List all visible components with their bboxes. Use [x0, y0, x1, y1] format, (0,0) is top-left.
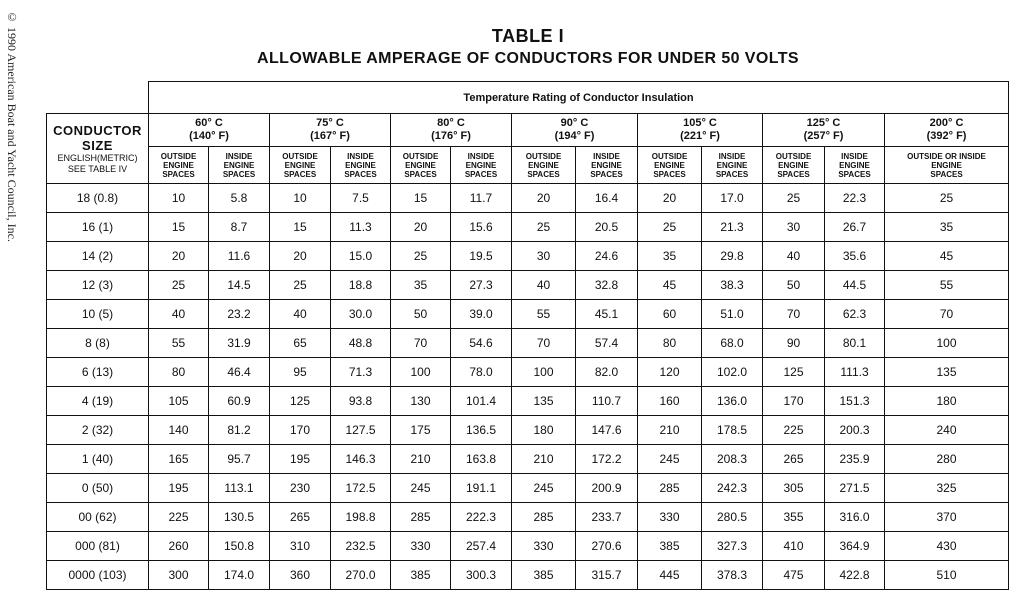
- amperage-cell: 127.5: [331, 416, 391, 445]
- amperage-cell: 174.0: [209, 561, 270, 590]
- temp-fahrenheit: (176° F): [431, 130, 471, 142]
- amperage-cell: 265: [270, 503, 331, 532]
- amperage-cell: 55: [149, 329, 209, 358]
- amperage-cell: 5.8: [209, 184, 270, 213]
- amperage-cell: 20: [512, 184, 576, 213]
- table-row: [47, 213, 1009, 242]
- table-subtitle: ALLOWABLE AMPERAGE OF CONDUCTORS FOR UNDER 50 VOLTS: [257, 50, 799, 67]
- amperage-cell: 327.3: [702, 532, 763, 561]
- amperage-cell: 11.3: [331, 213, 391, 242]
- amperage-cell: 40: [512, 271, 576, 300]
- amperage-cell: 191.1: [451, 474, 512, 503]
- amperage-cell: 355: [763, 503, 825, 532]
- amperage-cell: 200.9: [576, 474, 638, 503]
- sub-header-line: INSIDE: [841, 151, 868, 161]
- amperage-cell: 20: [638, 184, 702, 213]
- conductor-size-cell: 000 (81): [47, 532, 149, 561]
- amperage-cell: 30: [763, 213, 825, 242]
- inside-engine-spaces-header: [451, 147, 512, 184]
- sub-header-line: SPACES: [777, 169, 810, 179]
- amperage-cell: 370: [885, 503, 1009, 532]
- amperage-cell: 475: [763, 561, 825, 590]
- table-row: [47, 416, 1009, 445]
- sub-header-line: ENGINE: [223, 160, 255, 170]
- amperage-cell: 120: [638, 358, 702, 387]
- amperage-cell: 55: [885, 271, 1009, 300]
- amperage-table: [46, 81, 1009, 590]
- sub-header-line: OUTSIDE: [160, 151, 197, 161]
- amperage-cell: 180: [512, 416, 576, 445]
- amperage-cell: 242.3: [702, 474, 763, 503]
- sub-header-line: ENGINE: [591, 160, 622, 170]
- conductor-size-cell: 0 (50): [47, 474, 149, 503]
- conductor-size-cell: 0000 (103): [47, 561, 149, 590]
- amperage-cell: 15.6: [451, 213, 512, 242]
- sub-header-line: SPACES: [930, 169, 963, 179]
- blank-corner: [47, 82, 149, 114]
- amperage-cell: 15: [391, 184, 451, 213]
- conductor-size-cell: 00 (62): [47, 503, 149, 532]
- amperage-cell: 330: [512, 532, 576, 561]
- temp-fahrenheit: (257° F): [803, 130, 844, 142]
- sub-header-line: SPACES: [715, 169, 749, 179]
- temp-celsius: 105° C: [683, 117, 717, 129]
- amperage-cell: 45: [638, 271, 702, 300]
- amperage-cell: 30: [512, 242, 576, 271]
- sub-header-line: ENGINE: [405, 160, 436, 170]
- amperage-cell: 8.7: [209, 213, 270, 242]
- amperage-cell: 300: [149, 561, 209, 590]
- amperage-cell: 100: [391, 358, 451, 387]
- amperage-cell: 19.5: [451, 242, 512, 271]
- conductor-size-cell: 14 (2): [47, 242, 149, 271]
- amperage-cell: 46.4: [209, 358, 270, 387]
- amperage-cell: 172.5: [331, 474, 391, 503]
- amperage-cell: 225: [149, 503, 209, 532]
- amperage-cell: 10: [149, 184, 209, 213]
- amperage-cell: 11.6: [209, 242, 270, 271]
- temp-celsius: 80° C: [437, 117, 465, 129]
- amperage-cell: 100: [512, 358, 576, 387]
- amperage-cell: 35: [638, 242, 702, 271]
- amperage-cell: 82.0: [576, 358, 638, 387]
- amperage-cell: 20: [270, 242, 331, 271]
- amperage-cell: 44.5: [825, 271, 885, 300]
- conductor-size-cell: 4 (19): [47, 387, 149, 416]
- amperage-cell: 135: [885, 358, 1009, 387]
- amperage-cell: 130: [391, 387, 451, 416]
- amperage-cell: 270.0: [331, 561, 391, 590]
- amperage-cell: 39.0: [451, 300, 512, 329]
- sub-header-line: ENGINE: [465, 160, 497, 170]
- amperage-cell: 270.6: [576, 532, 638, 561]
- amperage-cell: 300.3: [451, 561, 512, 590]
- amperage-cell: 93.8: [331, 387, 391, 416]
- amperage-cell: 360: [270, 561, 331, 590]
- sub-header-line: ENGINE: [839, 160, 870, 170]
- conductor-size-cell: 2 (32): [47, 416, 149, 445]
- amperage-cell: 7.5: [331, 184, 391, 213]
- amperage-cell: 232.5: [331, 532, 391, 561]
- sub-header-line: INSIDE: [225, 151, 253, 161]
- amperage-cell: 385: [512, 561, 576, 590]
- amperage-cell: 160: [638, 387, 702, 416]
- temp-fahrenheit: (167° F): [310, 130, 350, 142]
- amperage-cell: 422.8: [825, 561, 885, 590]
- size-header-line4: SEE TABLE IV: [67, 163, 128, 174]
- temp-fahrenheit: (194° F): [554, 130, 595, 142]
- amperage-cell: 130.5: [209, 503, 270, 532]
- size-header-line3: ENGLISH(METRIC): [57, 152, 138, 163]
- sub-header-line: OUTSIDE: [775, 151, 812, 161]
- amperage-cell: 170: [270, 416, 331, 445]
- amperage-cell: 65: [270, 329, 331, 358]
- amperage-cell: 210: [638, 416, 702, 445]
- amperage-cell: 70: [763, 300, 825, 329]
- table-row: [47, 358, 1009, 387]
- amperage-cell: 27.3: [451, 271, 512, 300]
- amperage-cell: 285: [512, 503, 576, 532]
- amperage-cell: 25: [638, 213, 702, 242]
- amperage-cell: 101.4: [451, 387, 512, 416]
- amperage-cell: 90: [763, 329, 825, 358]
- outside-engine-spaces-header: [270, 147, 331, 184]
- amperage-cell: 21.3: [702, 213, 763, 242]
- temp-fahrenheit: (140° F): [189, 130, 229, 142]
- conductor-size-cell: 1 (40): [47, 445, 149, 474]
- either-engine-spaces-header: [885, 147, 1009, 184]
- amperage-cell: 51.0: [702, 300, 763, 329]
- amperage-cell: 57.4: [576, 329, 638, 358]
- amperage-cell: 80.1: [825, 329, 885, 358]
- outside-engine-spaces-header: [149, 147, 209, 184]
- amperage-cell: 125: [270, 387, 331, 416]
- amperage-cell: 78.0: [451, 358, 512, 387]
- amperage-cell: 40: [270, 300, 331, 329]
- amperage-cell: 257.4: [451, 532, 512, 561]
- amperage-cell: 170: [763, 387, 825, 416]
- outside-engine-spaces-header: [391, 147, 451, 184]
- sub-header-line: SPACES: [527, 169, 560, 179]
- amperage-cell: 111.3: [825, 358, 885, 387]
- amperage-cell: 71.3: [331, 358, 391, 387]
- amperage-cell: 81.2: [209, 416, 270, 445]
- amperage-cell: 325: [885, 474, 1009, 503]
- amperage-cell: 25: [270, 271, 331, 300]
- table-row: [47, 300, 1009, 329]
- temp-celsius: 125° C: [806, 117, 841, 129]
- amperage-cell: 147.6: [576, 416, 638, 445]
- sub-header-line: SPACES: [404, 169, 437, 179]
- amperage-cell: 54.6: [451, 329, 512, 358]
- amperage-cell: 136.0: [702, 387, 763, 416]
- table-row: [47, 184, 1009, 213]
- temperature-header: [149, 114, 270, 147]
- sub-header-line: SPACES: [590, 169, 623, 179]
- amperage-cell: 280: [885, 445, 1009, 474]
- conductor-size-cell: 8 (8): [47, 329, 149, 358]
- amperage-cell: 198.8: [331, 503, 391, 532]
- sub-header-line: OUTSIDE: [402, 151, 439, 161]
- amperage-cell: 330: [638, 503, 702, 532]
- inside-engine-spaces-header: [331, 147, 391, 184]
- sub-header-line: OUTSIDE: [282, 151, 318, 161]
- amperage-cell: 15: [149, 213, 209, 242]
- table-row: [47, 503, 1009, 532]
- temp-celsius: 75° C: [316, 117, 344, 129]
- sub-header-line: ENGINE: [778, 160, 809, 170]
- table-row: [47, 271, 1009, 300]
- amperage-cell: 22.3: [825, 184, 885, 213]
- amperage-cell: 32.8: [576, 271, 638, 300]
- sub-header-line: INSIDE: [593, 151, 620, 161]
- temp-fahrenheit: (221° F): [680, 130, 720, 142]
- amperage-cell: 310: [270, 532, 331, 561]
- amperage-cell: 45: [885, 242, 1009, 271]
- amperage-cell: 195: [149, 474, 209, 503]
- amperage-cell: 271.5: [825, 474, 885, 503]
- amperage-cell: 510: [885, 561, 1009, 590]
- temperature-header: [763, 114, 885, 147]
- amperage-cell: 235.9: [825, 445, 885, 474]
- amperage-cell: 68.0: [702, 329, 763, 358]
- amperage-cell: 15.0: [331, 242, 391, 271]
- amperage-cell: 17.0: [702, 184, 763, 213]
- sub-header-line: OUTSIDE: [651, 151, 688, 161]
- amperage-cell: 200.3: [825, 416, 885, 445]
- inside-engine-spaces-header: [825, 147, 885, 184]
- amperage-cell: 35.6: [825, 242, 885, 271]
- amperage-cell: 60.9: [209, 387, 270, 416]
- amperage-cell: 38.3: [702, 271, 763, 300]
- amperage-cell: 280.5: [702, 503, 763, 532]
- sub-header-line: SPACES: [222, 169, 256, 179]
- amperage-cell: 55: [512, 300, 576, 329]
- table-row: [47, 561, 1009, 590]
- amperage-cell: 11.7: [451, 184, 512, 213]
- temp-celsius: 200° C: [929, 117, 964, 129]
- amperage-cell: 445: [638, 561, 702, 590]
- conductor-size-cell: 16 (1): [47, 213, 149, 242]
- amperage-cell: 285: [391, 503, 451, 532]
- temperature-header: [885, 114, 1009, 147]
- sub-header-line: ENGINE: [931, 160, 962, 170]
- amperage-cell: 140: [149, 416, 209, 445]
- amperage-cell: 136.5: [451, 416, 512, 445]
- sub-header-line: SPACES: [283, 169, 317, 179]
- amperage-cell: 410: [763, 532, 825, 561]
- amperage-cell: 364.9: [825, 532, 885, 561]
- amperage-cell: 330: [391, 532, 451, 561]
- sub-header-line: OUTSIDE: [525, 151, 562, 161]
- amperage-cell: 260: [149, 532, 209, 561]
- amperage-cell: 385: [391, 561, 451, 590]
- inside-engine-spaces-header: [576, 147, 638, 184]
- amperage-cell: 50: [763, 271, 825, 300]
- temperature-header: [270, 114, 391, 147]
- amperage-cell: 110.7: [576, 387, 638, 416]
- amperage-cell: 70: [512, 329, 576, 358]
- amperage-cell: 50: [391, 300, 451, 329]
- copyright-notice: © 1990 American Boat and Yacht Council, Inc.: [5, 10, 19, 242]
- table-row: [47, 242, 1009, 271]
- sub-header-line: INSIDE: [347, 151, 374, 161]
- amperage-cell: 135: [512, 387, 576, 416]
- amperage-cell: 233.7: [576, 503, 638, 532]
- amperage-cell: 45.1: [576, 300, 638, 329]
- amperage-cell: 378.3: [702, 561, 763, 590]
- conductor-size-cell: 12 (3): [47, 271, 149, 300]
- size-header-line1: CONDUCTOR: [53, 122, 142, 138]
- amperage-cell: 230: [270, 474, 331, 503]
- table-row: [47, 474, 1009, 503]
- amperage-cell: 100: [885, 329, 1009, 358]
- table-row: [47, 329, 1009, 358]
- amperage-cell: 240: [885, 416, 1009, 445]
- sub-header-line: SPACES: [653, 169, 686, 179]
- amperage-cell: 48.8: [331, 329, 391, 358]
- temperature-header: [638, 114, 763, 147]
- temp-celsius: 60° C: [195, 117, 223, 129]
- amperage-cell: 60: [638, 300, 702, 329]
- sub-header-line: ENGINE: [163, 160, 194, 170]
- amperage-cell: 16.4: [576, 184, 638, 213]
- amperage-cell: 245: [391, 474, 451, 503]
- sub-header-line: SPACES: [162, 169, 195, 179]
- amperage-cell: 245: [638, 445, 702, 474]
- amperage-cell: 24.6: [576, 242, 638, 271]
- sub-header-line: ENGINE: [528, 160, 559, 170]
- amperage-cell: 146.3: [331, 445, 391, 474]
- temperature-header: [391, 114, 512, 147]
- amperage-cell: 430: [885, 532, 1009, 561]
- amperage-cell: 18.8: [331, 271, 391, 300]
- inside-engine-spaces-header: [209, 147, 270, 184]
- inside-engine-spaces-header: [702, 147, 763, 184]
- amperage-cell: 80: [638, 329, 702, 358]
- sub-header-line: OUTSIDE OR INSIDE: [907, 151, 986, 161]
- amperage-cell: 23.2: [209, 300, 270, 329]
- amperage-cell: 245: [512, 474, 576, 503]
- sub-header-line: ENGINE: [345, 160, 376, 170]
- amperage-cell: 175: [391, 416, 451, 445]
- amperage-cell: 125: [763, 358, 825, 387]
- amperage-cell: 95.7: [209, 445, 270, 474]
- conductor-size-cell: 10 (5): [47, 300, 149, 329]
- temp-celsius: 90° C: [560, 117, 589, 129]
- outside-engine-spaces-header: [763, 147, 825, 184]
- amperage-cell: 165: [149, 445, 209, 474]
- amperage-cell: 305: [763, 474, 825, 503]
- amperage-cell: 285: [638, 474, 702, 503]
- table-row: [47, 532, 1009, 561]
- temp-fahrenheit: (392° F): [926, 130, 967, 142]
- table-row: [47, 387, 1009, 416]
- amperage-cell: 70: [391, 329, 451, 358]
- amperage-cell: 20: [391, 213, 451, 242]
- amperage-cell: 151.3: [825, 387, 885, 416]
- amperage-cell: 113.1: [209, 474, 270, 503]
- sub-header-line: ENGINE: [716, 160, 748, 170]
- amperage-cell: 25: [512, 213, 576, 242]
- amperage-cell: 40: [149, 300, 209, 329]
- amperage-cell: 25: [885, 184, 1009, 213]
- amperage-cell: 62.3: [825, 300, 885, 329]
- amperage-cell: 80: [149, 358, 209, 387]
- temperature-header: [512, 114, 638, 147]
- sub-header-line: SPACES: [464, 169, 498, 179]
- amperage-cell: 105: [149, 387, 209, 416]
- amperage-cell: 315.7: [576, 561, 638, 590]
- amperage-cell: 25: [149, 271, 209, 300]
- amperage-cell: 14.5: [209, 271, 270, 300]
- outside-engine-spaces-header: [638, 147, 702, 184]
- amperage-cell: 385: [638, 532, 702, 561]
- size-header-line2: SIZE: [82, 137, 113, 153]
- amperage-cell: 26.7: [825, 213, 885, 242]
- temperature-rating-header: Temperature Rating of Conductor Insulation: [149, 82, 1009, 114]
- amperage-cell: 210: [512, 445, 576, 474]
- amperage-cell: 31.9: [209, 329, 270, 358]
- sub-header-line: INSIDE: [718, 151, 746, 161]
- amperage-cell: 25: [391, 242, 451, 271]
- table-row: [47, 445, 1009, 474]
- amperage-cell: 29.8: [702, 242, 763, 271]
- amperage-cell: 222.3: [451, 503, 512, 532]
- sub-header-line: SPACES: [344, 169, 377, 179]
- amperage-cell: 70: [885, 300, 1009, 329]
- amperage-cell: 225: [763, 416, 825, 445]
- amperage-cell: 265: [763, 445, 825, 474]
- amperage-cell: 102.0: [702, 358, 763, 387]
- amperage-cell: 178.5: [702, 416, 763, 445]
- table-title: TABLE I: [491, 26, 565, 46]
- amperage-cell: 208.3: [702, 445, 763, 474]
- outside-engine-spaces-header: [512, 147, 576, 184]
- amperage-cell: 10: [270, 184, 331, 213]
- amperage-cell: 25: [763, 184, 825, 213]
- amperage-cell: 150.8: [209, 532, 270, 561]
- amperage-cell: 20: [149, 242, 209, 271]
- conductor-size-cell: 6 (13): [47, 358, 149, 387]
- amperage-cell: 195: [270, 445, 331, 474]
- amperage-cell: 35: [885, 213, 1009, 242]
- amperage-cell: 30.0: [331, 300, 391, 329]
- amperage-cell: 40: [763, 242, 825, 271]
- amperage-cell: 35: [391, 271, 451, 300]
- sub-header-line: INSIDE: [467, 151, 495, 161]
- amperage-cell: 15: [270, 213, 331, 242]
- amperage-cell: 172.2: [576, 445, 638, 474]
- amperage-cell: 20.5: [576, 213, 638, 242]
- amperage-cell: 163.8: [451, 445, 512, 474]
- sub-header-line: ENGINE: [654, 160, 685, 170]
- amperage-cell: 95: [270, 358, 331, 387]
- sub-header-line: ENGINE: [284, 160, 316, 170]
- conductor-size-header: [47, 114, 149, 184]
- conductor-size-cell: 18 (0.8): [47, 184, 149, 213]
- sub-header-line: SPACES: [838, 169, 871, 179]
- amperage-cell: 316.0: [825, 503, 885, 532]
- amperage-cell: 210: [391, 445, 451, 474]
- amperage-cell: 180: [885, 387, 1009, 416]
